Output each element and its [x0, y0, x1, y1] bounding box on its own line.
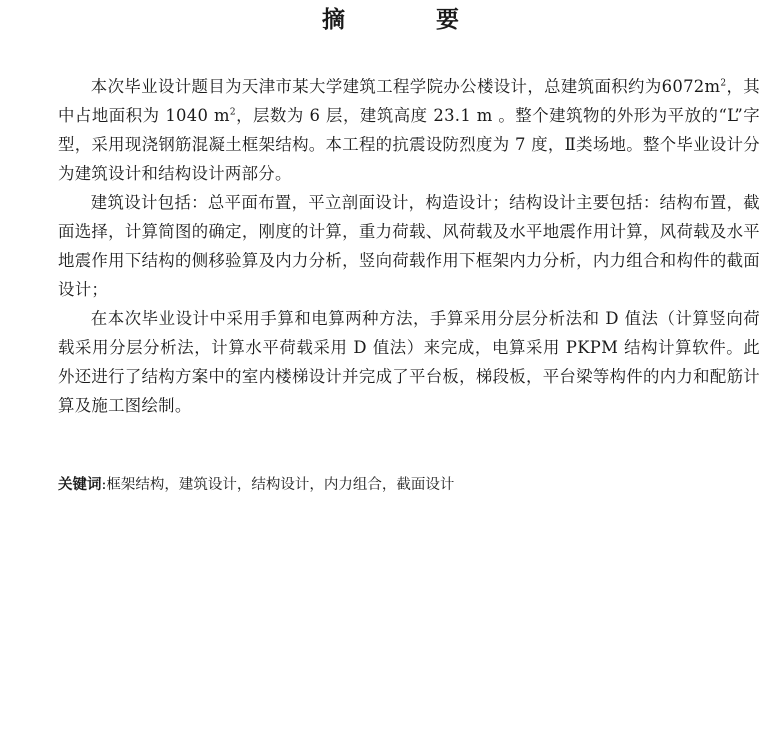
superscript-2: 2: [720, 78, 727, 89]
keywords-line: [58, 474, 454, 496]
abstract-paragraph-2: 建筑设计包括：总平面布置，平立剖面设计，构造设计；结构设计主要包括：结构布置，截面选择，计算简图的确定，刚度的计算，重力荷载、风荷载及水平地震作用计算，风荷载及水平地震作用下结构的侧移验算及内力分析，竖向荷载作用下框架内力分析，内力组合和构件的截面设计；: [58, 193, 760, 299]
abstract-paragraph-3: 在本次毕业设计中采用手算和电算两种方法，手算采用分层分析法和 D 值法（计算竖向荷载采用分层分析法，计算水平荷载采用 D 值法）来完成，电算采用 PKPM 结构计算软件。此外还进行了结构方案中的室内楼梯设计并完成了平台板，梯段板，平台梁等构件的内力和配筋计算及施工图绘制。: [58, 309, 760, 415]
page-title: 摘 要: [322, 7, 493, 33]
paragraph-1-part-a: 本次毕业设计题目为天津市某大学建筑工程学院办公楼设计，总建筑面积约为6072m: [90, 77, 721, 96]
abstract-paragraph-1: [58, 72, 760, 188]
superscript-2: 2: [229, 107, 236, 118]
keywords-label: 关键词: [58, 477, 102, 493]
paragraph-1-part-c: ，层数为 6 层，建筑高度 23.1 m 。整个建筑物的外形为平放的“L”字型，采用现浇钢筋混凝土框架结构。本工程的抗震设防烈度为 7 度，Ⅱ类场地。整个毕业设计分为建筑设计和结构设计两部分。: [58, 106, 760, 183]
abstract-body: [58, 72, 760, 420]
keywords-text: :框架结构，建筑设计，结构设计，内力组合，截面设计: [101, 477, 455, 493]
paragraph-1-part-b: ，其中占地面积为 1040 m: [58, 77, 761, 125]
